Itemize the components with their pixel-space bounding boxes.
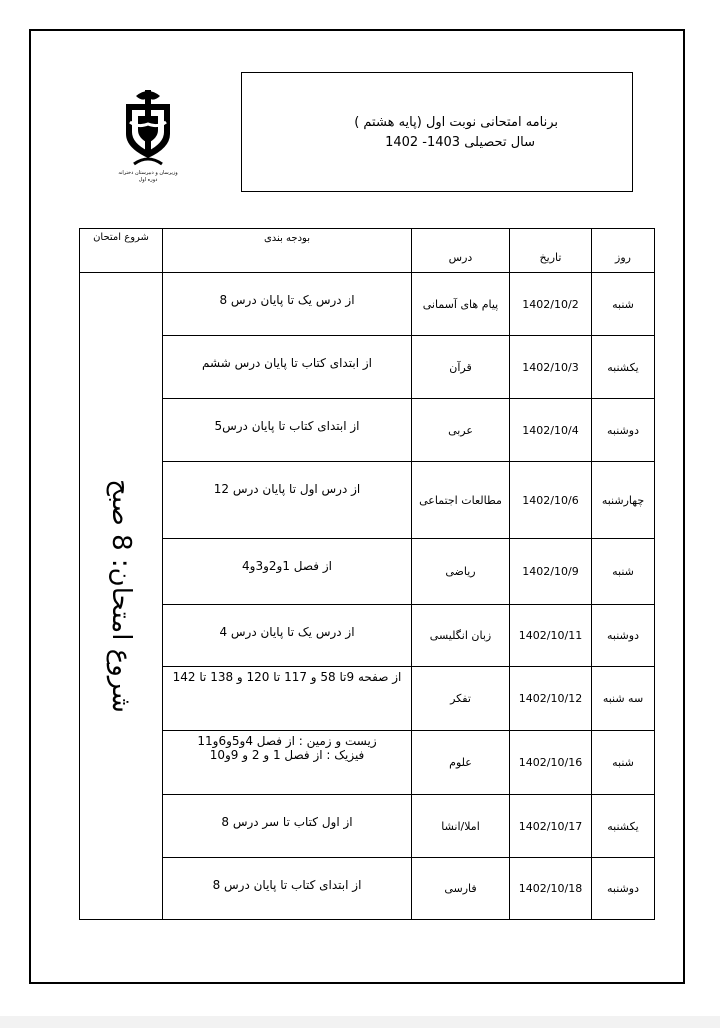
header-course: درس (412, 229, 510, 273)
header-day: روز (592, 229, 655, 273)
exam-start-time: شروع امتحان: 8 صبح (106, 479, 136, 713)
title-box (241, 72, 633, 192)
header-exam-start: شروع امتحان (80, 229, 163, 273)
budget-cell: از اول کتاب تا سر درس 8 (163, 795, 412, 858)
date-cell: 1402/10/16 (510, 731, 592, 795)
course-cell: علوم (412, 731, 510, 795)
table-row (80, 667, 655, 731)
school-emblem-icon (116, 82, 180, 166)
day-cell: دوشنبه (592, 858, 655, 920)
table-row (80, 462, 655, 539)
header-budget: بودجه بندی (163, 229, 412, 273)
day-cell: شنبه (592, 731, 655, 795)
date-cell: 1402/10/4 (510, 399, 592, 462)
course-cell: فارسی (412, 858, 510, 920)
budget-cell: از ابتدای کتاب تا پایان درس5 (163, 399, 412, 462)
budget-cell: از درس یک تا پایان درس 4 (163, 605, 412, 667)
course-cell: زبان انگلیسی (412, 605, 510, 667)
logo-caption-line2: دوره اول (138, 177, 158, 183)
budget-cell: زیست و زمین : از فصل 4و5و6و11 فیزیک : از فصل 1 و 2 و 9و10 (163, 731, 412, 795)
budget-cell: از صفحه 9تا 58 و 117 تا 120 و 138 تا 142 (163, 667, 412, 731)
course-cell: ریاضی (412, 539, 510, 605)
exam-schedule-table (79, 228, 655, 920)
header-date: تاریخ (510, 229, 592, 273)
logo-caption-line1: وزیرسان و دبیرستان دخترانه (118, 170, 178, 176)
exam-start-cell (80, 273, 163, 920)
table-header-row (80, 229, 655, 273)
table-row (80, 795, 655, 858)
course-cell: تفکر (412, 667, 510, 731)
school-logo (108, 82, 188, 192)
day-cell: دوشنبه (592, 605, 655, 667)
day-cell: شنبه (592, 539, 655, 605)
academic-year: سال تحصیلی 1403- 1402 (385, 135, 535, 150)
table-row (80, 858, 655, 920)
date-cell: 1402/10/18 (510, 858, 592, 920)
course-cell: مطالعات اجتماعی (412, 462, 510, 539)
date-cell: 1402/10/2 (510, 273, 592, 336)
table-row (80, 336, 655, 399)
date-cell: 1402/10/6 (510, 462, 592, 539)
date-cell: 1402/10/12 (510, 667, 592, 731)
day-cell: یکشنبه (592, 795, 655, 858)
course-cell: پیام های آسمانی (412, 273, 510, 336)
date-cell: 1402/10/9 (510, 539, 592, 605)
budget-cell: از فصل 1و2و3و4 (163, 539, 412, 605)
table-row (80, 539, 655, 605)
table-row (80, 605, 655, 667)
day-cell: چهارشنبه (592, 462, 655, 539)
table-row (80, 399, 655, 462)
course-cell: عربی (412, 399, 510, 462)
course-cell: املا/انشا (412, 795, 510, 858)
course-cell: قرآن (412, 336, 510, 399)
table-row (80, 273, 655, 336)
budget-cell: از ابتدای کتاب تا پایان درس ششم (163, 336, 412, 399)
date-cell: 1402/10/11 (510, 605, 592, 667)
document-title: برنامه امتحانی نوبت اول (پایه هشتم ) (354, 115, 558, 130)
day-cell: یکشنبه (592, 336, 655, 399)
day-cell: دوشنبه (592, 399, 655, 462)
table-row (80, 731, 655, 795)
budget-cell: از درس یک تا پایان درس 8 (163, 273, 412, 336)
day-cell: سه شنبه (592, 667, 655, 731)
date-cell: 1402/10/17 (510, 795, 592, 858)
day-cell: شنبه (592, 273, 655, 336)
date-cell: 1402/10/3 (510, 336, 592, 399)
budget-cell: از درس اول تا پایان درس 12 (163, 462, 412, 539)
budget-cell: از ابتدای کتاب تا پایان درس 8 (163, 858, 412, 920)
